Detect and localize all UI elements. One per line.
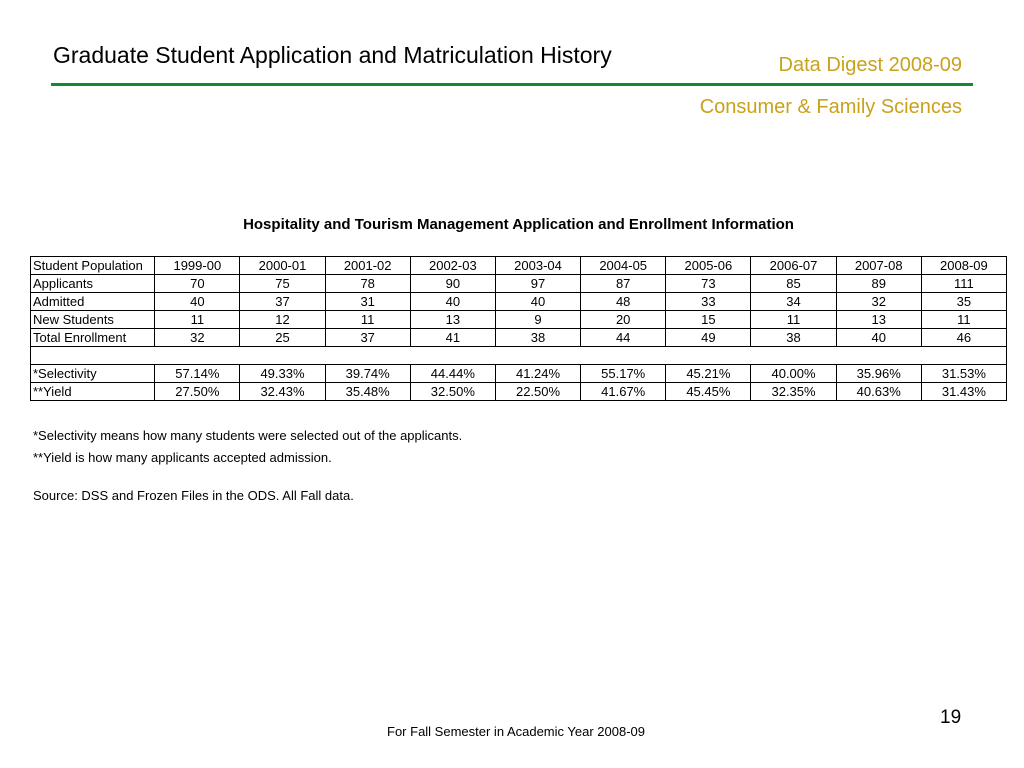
table-cell: 89 <box>836 275 921 293</box>
column-header: 2008-09 <box>921 257 1006 275</box>
column-header: 2007-08 <box>836 257 921 275</box>
table-cell: 40 <box>495 293 580 311</box>
table-cell: 22.50% <box>495 383 580 401</box>
column-header: 2003-04 <box>495 257 580 275</box>
table-cell: 40 <box>155 293 240 311</box>
yield-footnote: **Yield is how many applicants accepted admission. <box>33 450 332 465</box>
table-row <box>31 365 1007 383</box>
table-cell: 20 <box>581 311 666 329</box>
table-row <box>31 383 1007 401</box>
table-cell: 75 <box>240 275 325 293</box>
table-cell: 45.45% <box>666 383 751 401</box>
table-cell: 46 <box>921 329 1006 347</box>
table-cell: 37 <box>325 329 410 347</box>
table-spacer-row <box>31 347 1007 365</box>
enrollment-table <box>30 256 1007 401</box>
table-cell: 44.44% <box>410 365 495 383</box>
table-header-row <box>31 257 1007 275</box>
table-cell: 55.17% <box>581 365 666 383</box>
table-cell: 38 <box>751 329 836 347</box>
column-header: Student Population <box>31 257 155 275</box>
table-cell: 11 <box>921 311 1006 329</box>
column-header: 1999-00 <box>155 257 240 275</box>
table-cell: 33 <box>666 293 751 311</box>
column-header: 2005-06 <box>666 257 751 275</box>
row-label: *Selectivity <box>31 365 155 383</box>
table-row <box>31 275 1007 293</box>
row-label: Applicants <box>31 275 155 293</box>
table-row <box>31 311 1007 329</box>
table-cell: 32 <box>155 329 240 347</box>
table-cell: 40.00% <box>751 365 836 383</box>
row-label: Admitted <box>31 293 155 311</box>
table-cell: 38 <box>495 329 580 347</box>
table-cell: 37 <box>240 293 325 311</box>
table-cell: 39.74% <box>325 365 410 383</box>
table-cell: 11 <box>325 311 410 329</box>
column-header: 2001-02 <box>325 257 410 275</box>
selectivity-footnote: *Selectivity means how many students were selected out of the applicants. <box>33 428 463 443</box>
table-cell: 40.63% <box>836 383 921 401</box>
table-cell: 11 <box>751 311 836 329</box>
table-row <box>31 293 1007 311</box>
table-cell: 35.96% <box>836 365 921 383</box>
table-cell: 11 <box>155 311 240 329</box>
page-number: 19 <box>940 707 962 728</box>
table-cell: 85 <box>751 275 836 293</box>
table-cell: 40 <box>410 293 495 311</box>
column-header: 2006-07 <box>751 257 836 275</box>
table-cell: 41 <box>410 329 495 347</box>
title-divider <box>51 83 973 86</box>
row-label: Total Enrollment <box>31 329 155 347</box>
table-cell: 34 <box>751 293 836 311</box>
table-cell: 32.43% <box>240 383 325 401</box>
table-cell: 12 <box>240 311 325 329</box>
table-cell: 32.35% <box>751 383 836 401</box>
table-cell: 45.21% <box>666 365 751 383</box>
row-label: **Yield <box>31 383 155 401</box>
digest-label: Data Digest 2008-09 <box>778 54 962 76</box>
column-header: 2002-03 <box>410 257 495 275</box>
table-cell: 90 <box>410 275 495 293</box>
table-cell: 41.24% <box>495 365 580 383</box>
row-label: New Students <box>31 311 155 329</box>
table-cell: 49 <box>666 329 751 347</box>
table-title: Hospitality and Tourism Management Application and Enrollment Information <box>243 216 794 233</box>
table-cell: 57.14% <box>155 365 240 383</box>
column-header: 2004-05 <box>581 257 666 275</box>
table-cell: 25 <box>240 329 325 347</box>
footer-text: For Fall Semester in Academic Year 2008-09 <box>387 724 645 739</box>
table-cell: 13 <box>410 311 495 329</box>
table-cell: 31.43% <box>921 383 1006 401</box>
table-cell: 32 <box>836 293 921 311</box>
table-cell: 44 <box>581 329 666 347</box>
table-cell: 70 <box>155 275 240 293</box>
table-cell: 78 <box>325 275 410 293</box>
table-cell: 97 <box>495 275 580 293</box>
table-row <box>31 329 1007 347</box>
table-cell: 41.67% <box>581 383 666 401</box>
source-note: Source: DSS and Frozen Files in the ODS. All Fall data. <box>33 488 354 503</box>
table-cell: 31.53% <box>921 365 1006 383</box>
table-cell: 48 <box>581 293 666 311</box>
table-cell: 31 <box>325 293 410 311</box>
table-cell: 73 <box>666 275 751 293</box>
table-cell: 111 <box>921 275 1006 293</box>
table-cell: 87 <box>581 275 666 293</box>
table-cell: 13 <box>836 311 921 329</box>
table-cell: 35 <box>921 293 1006 311</box>
spacer-cell <box>31 347 1007 365</box>
table-cell: 32.50% <box>410 383 495 401</box>
table-cell: 9 <box>495 311 580 329</box>
table-cell: 35.48% <box>325 383 410 401</box>
column-header: 2000-01 <box>240 257 325 275</box>
department-label: Consumer & Family Sciences <box>699 96 962 118</box>
table-cell: 15 <box>666 311 751 329</box>
page-title: Graduate Student Application and Matriculation History <box>53 42 612 68</box>
table-cell: 40 <box>836 329 921 347</box>
table-cell: 27.50% <box>155 383 240 401</box>
table-cell: 49.33% <box>240 365 325 383</box>
